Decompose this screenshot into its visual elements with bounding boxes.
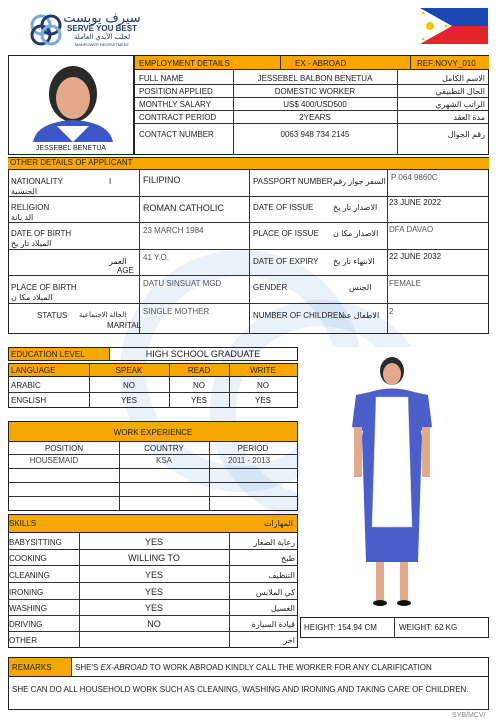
skill-ironing-value: YES	[144, 587, 163, 597]
skill-other: OTHER	[9, 636, 37, 645]
gender-ar: الجنس	[349, 283, 372, 292]
skill-washing-value: YES	[144, 603, 163, 613]
dob-ar: الميلاد تار يخ	[11, 239, 52, 248]
dob-label: DATE OF BIRTH	[11, 229, 72, 238]
employment-details-table	[134, 55, 489, 155]
skill-ironing: IRONING	[9, 588, 44, 597]
expiry-value: 22 JUNE 2032	[389, 252, 442, 261]
skill-cooking: COOKING	[9, 554, 47, 563]
education-label: EDUCATION LEVEL	[11, 350, 85, 359]
position-value: DOMESTIC WORKER	[274, 87, 356, 96]
skill-driving-ar: قيادة السيارة	[251, 620, 295, 629]
nationality-ar: الجنسية	[11, 187, 38, 196]
company-logo	[28, 12, 64, 48]
photo-caption: JESSEBEL BENETUA	[35, 145, 107, 152]
skill-babysitting-ar: رعاية الصغار	[253, 538, 295, 547]
work-header-country: COUNTRY	[144, 444, 184, 453]
remarks-body-text: SHE CAN DO ALL HOUSEHOLD WORK SUCH AS CLEANING, WASHING AND IRONING AND TAKING CARE OF CHILDREN.	[12, 685, 469, 694]
skills-title-ar: المهارات	[263, 519, 293, 528]
skill-washing: WASHING	[9, 604, 47, 613]
issue-place-value: DFA DAVAO	[389, 225, 434, 234]
pob-label: PLACE OF BIRTH	[11, 283, 77, 292]
full-name-label: FULL NAME	[139, 74, 184, 83]
status-label: STATUS	[37, 311, 68, 320]
remarks-post: TO WORK ABROAD KINDLY CALL THE WORKER FOR ANY CLARIFICATION	[147, 663, 432, 672]
pob-ar: الميلاد مكا ن	[11, 293, 53, 302]
height-value: HEIGHT: 154.94 CM	[304, 623, 377, 632]
education-row	[8, 347, 298, 361]
age-value: 41 Y.O.	[143, 253, 169, 262]
age-label: AGE	[117, 266, 134, 275]
remarks-pre: SHE'S	[75, 663, 101, 672]
contract-value: 2YEARS	[299, 113, 331, 122]
religion-value: ROMAN CATHOLIC	[143, 203, 224, 213]
salary-ar: الراتب الشهري	[435, 100, 485, 109]
nationality-label: NATIONALITY	[11, 177, 63, 186]
lang-english: ENGLISH	[11, 396, 47, 405]
full-name-ar: الاسم الكامل	[442, 74, 485, 83]
lang-header-write: WRITE	[250, 366, 276, 375]
footer-code: SYB/MCV/	[452, 712, 486, 719]
skill-ironing-ar: كي الملابس	[255, 588, 295, 597]
language-table	[8, 363, 298, 408]
skill-cleaning: CLEANING	[9, 571, 50, 580]
skills-table	[8, 514, 298, 648]
passport-ar: السفر جواز رقم	[333, 177, 386, 186]
lang-header-read: READ	[187, 366, 211, 375]
children-label: NUMBER OF CHILDREN	[253, 311, 345, 320]
expiry-ar: الانتهاء تار يخ	[333, 257, 375, 266]
skill-cleaning-ar: التنظيف	[268, 571, 295, 580]
brand-arabic-sub: لجلب الأيدي العاملة	[73, 34, 131, 41]
flag-icon	[420, 8, 488, 44]
work-title: WORK EXPERIENCE	[113, 428, 193, 437]
salary-label: MONTHLY SALARY	[139, 100, 212, 109]
measurements-row	[300, 617, 489, 638]
skill-other-ar: اخر	[283, 636, 295, 645]
salary-value: US$ 400/USD500	[283, 100, 347, 109]
lang-arabic-speak: NO	[123, 381, 135, 390]
skill-cooking-value: WILLING TO	[128, 553, 180, 563]
remarks-row	[8, 657, 489, 677]
issue-date-label: DATE OF ISSUE	[253, 203, 314, 212]
skills-title: SKILLS	[9, 519, 37, 528]
status-value: SINGLE MOTHER	[143, 307, 210, 316]
lang-arabic: ARABIC	[11, 381, 41, 390]
remarks-body	[8, 677, 489, 710]
brand-sub: MANPOWER RECRUITMENT	[74, 42, 130, 47]
status-marital: MARITAL	[107, 321, 142, 330]
other-details-title: OTHER DETAILS OF APPLICANT	[10, 158, 133, 167]
issue-date-value: 23 JUNE 2022	[389, 198, 442, 207]
skill-cooking-ar: طبخ	[281, 554, 295, 563]
other-details-table	[8, 169, 489, 334]
lang-arabic-read: NO	[193, 381, 205, 390]
skill-driving-value: NO	[147, 619, 161, 629]
gender-label: GENDER	[253, 283, 288, 292]
position-label: POSITION APPLIED	[139, 87, 213, 96]
religion-label: RELIGION	[11, 203, 50, 212]
dob-value: 23 MARCH 1984	[143, 226, 204, 235]
pob-value: DATU SINSUAT MGD	[143, 279, 222, 288]
lang-english-speak: YES	[120, 396, 137, 405]
work-experience-table	[8, 421, 298, 511]
nationality-value: FILIPINO	[143, 175, 181, 185]
gender-value: FEMALE	[389, 279, 422, 288]
issue-place-ar: الاصدار مكا ن	[333, 229, 379, 238]
remarks-label: REMARKS	[12, 663, 52, 672]
contract-ar: مدة العقد	[453, 113, 485, 122]
work-row-period: 2011 - 2013	[227, 456, 271, 465]
children-value: 2	[389, 307, 394, 316]
work-header-position: POSITION	[44, 444, 84, 453]
brand-block	[62, 11, 142, 48]
brand-name: SERVE YOU BEST	[67, 24, 137, 33]
full-body-photo	[300, 347, 489, 617]
position-ar: الحال التطبيقي	[435, 87, 485, 96]
contact-label: CONTACT NUMBER	[139, 130, 214, 139]
full-body-figure	[300, 347, 489, 617]
passport-value: P 064 9860C	[391, 173, 438, 182]
expiry-label: DATE OF EXPIRY	[253, 257, 319, 266]
skill-driving: DRIVING	[9, 620, 43, 629]
employment-type: EX - ABROAD	[295, 59, 347, 68]
nationality-mark: ا	[109, 177, 112, 186]
skill-cleaning-value: YES	[144, 570, 163, 580]
lang-arabic-write: NO	[257, 381, 269, 390]
education-value: HIGH SCHOOL GRADUATE	[145, 349, 261, 359]
weight-value: WEIGHT: 62 KG	[399, 623, 458, 632]
work-row-country: KSA	[155, 456, 172, 465]
lang-english-read: YES	[190, 396, 207, 405]
employment-label: EMPLOYMENT DETAILS	[139, 59, 230, 68]
brand-arabic: سيرف يوبست	[63, 10, 141, 25]
applicant-photo-frame	[8, 55, 134, 155]
reference-number: REF:NOVY_010	[417, 59, 476, 68]
logo-icon	[28, 12, 64, 48]
skill-babysitting: BABYSITTING	[9, 538, 62, 547]
applicant-photo	[9, 56, 133, 142]
work-row-position: HOUSEMAID	[29, 456, 79, 465]
skill-washing-ar: الغسيل	[270, 604, 295, 613]
contact-value: 0063 948 734 2145	[280, 130, 350, 139]
religion-ar: الد يانة	[11, 213, 34, 222]
passport-label: PASSPORT NUMBER	[253, 177, 333, 186]
lang-header-language: LANGUAGE	[11, 366, 56, 375]
work-header-period: PERIOD	[237, 444, 269, 453]
remarks-emphasis: EX-ABROAD	[100, 663, 148, 672]
lang-header-speak: SPEAK	[115, 366, 143, 375]
lang-english-write: YES	[254, 396, 271, 405]
children-ar: الاطفال عدد	[339, 311, 380, 320]
status-ar: الحالة الاجتماعية	[79, 312, 127, 319]
contract-label: CONTRACT PERIOD	[139, 113, 217, 122]
age-ar: العمر	[109, 257, 127, 266]
remarks-text	[75, 663, 432, 673]
contact-ar: رقم الجوال	[447, 130, 485, 139]
skill-babysitting-value: YES	[144, 537, 163, 547]
issue-date-ar: الاصدار تار يخ	[333, 203, 378, 212]
philippine-flag	[420, 8, 488, 44]
full-name-value: JESSEBEL BALBON BENETUA	[257, 74, 373, 83]
issue-place-label: PLACE OF ISSUE	[253, 229, 319, 238]
